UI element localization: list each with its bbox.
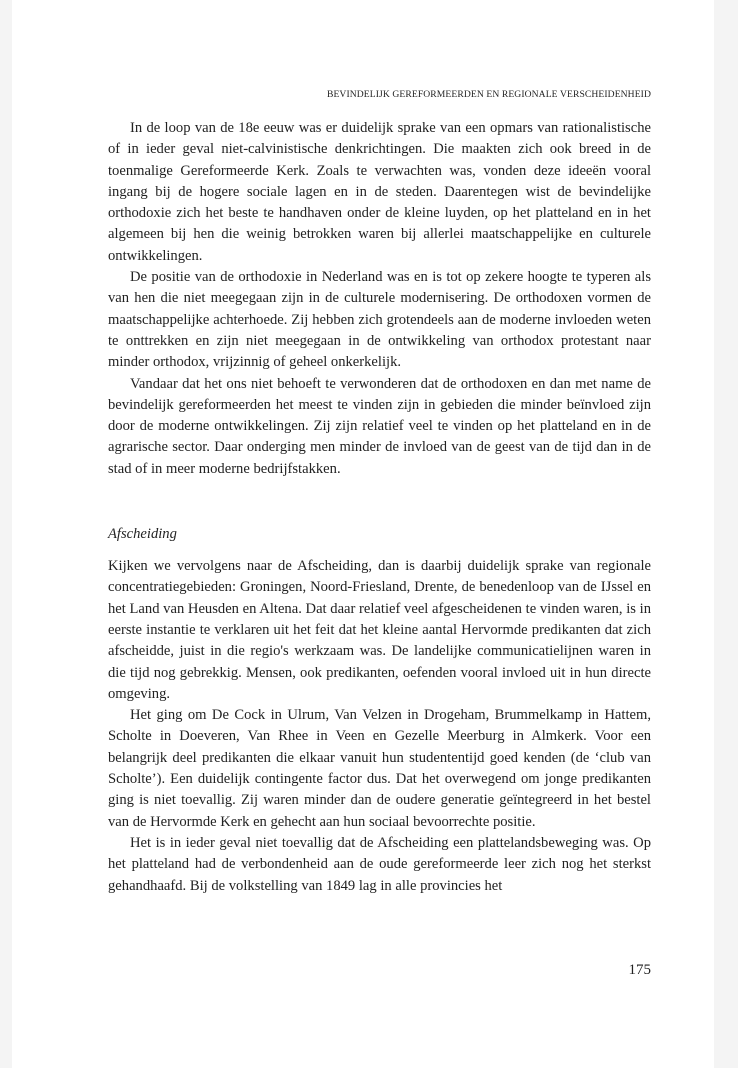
running-header: BEVINDELIJK GEREFORMEERDEN EN REGIONALE VERSCHEIDENHEID (326, 89, 651, 100)
section-paragraph-3: Het is in ieder geval niet toevallig dat de Afscheiding een plattelandsbeweging was. Op het platteland had de verbondenheid aan de oude gereformeerde leer zich nog het sterkst gehandhaafd. Bij de volkstelling van 1849 lag in alle provincies het (108, 834, 651, 894)
paragraph-2: De positie van de orthodoxie in Nederland was en is tot op zekere hoogte te typeren als van hen die niet meegegaan zijn in de culturele modernisering. De orthodoxen vormen de maatschappelijke achterhoede. Zij hebben zich grotendeels aan de moderne invloeden weten te onttrekken en zijn niet meegegaan in de ontwikkeling van orthodox protestant naar minder orthodox, vrijzinnig of geheel onkerkelijk. (108, 269, 651, 371)
page-number: 175 (628, 962, 651, 978)
section-paragraph-1: Kijken we vervolgens naar de Afscheiding, dan is daarbij duidelijk sprake van regionale concentratiegebieden: Groningen, Noord-Friesland, Drente, de benedenloop van de IJssel en het Land van Heusden en Altena. Dat daar relatief veel afgescheidenen te vinden waren, is in eerste instantie te verklaren uit het feit dat het kleine aantal Hervormde predikanten dat zich afscheidde, juist in die regio's werkzaam was. De landelijke communicatielijnen waren in die tijd nog gebrekkig. Mensen, ook predikanten, oefenden vooral invloed uit in hun directe omgeving. (108, 558, 651, 702)
section-gap (108, 480, 651, 502)
document-page (12, 0, 714, 1068)
paragraph-3: Vandaar dat het ons niet behoeft te verwonderen dat de orthodoxen en dan met name de bevindelijk gereformeerden het meest te vinden zijn in gebieden die minder beïnvloed zijn door de moderne ontwikkelingen. Zij zijn relatief veel te vinden op het platteland en in de agrarische sector. Daar onderging men minder de invloed van de geest van de tijd dan in de stad of in meer moderne bedrijfstakken. (108, 375, 651, 477)
paragraph-1: In de loop van de 18e eeuw was er duidelijk sprake van een opmars van rationalistische of in ieder geval niet-calvinistische denkrichtingen. Die maakten zich ook breed in de toenmalige Gereformeerde Kerk. Zoals te verwachten was, vonden deze ideeën vooral ingang bij de hogere sociale lagen en in de steden. Daarentegen wist de bevindelijke orthodoxie zich het beste te handhaven onder de kleine luyden, op het platteland en in het algemeen bij hen die weinig betrokken waren bij allerlei maatschappelijke en culturele ontwikkelingen. (108, 120, 651, 264)
body-text (108, 118, 651, 897)
section-paragraph-2: Het ging om De Cock in Ulrum, Van Velzen in Drogeham, Brummelkamp in Hattem, Scholte in Doeveren, Van Rhee in Veen en Gezelle Meerburg in Almkerk. Voor een belangrijk deel predikanten die elkaar vanuit hun studententijd goed kenden (de ‘club van Scholte’). Een duidelijk contingente factor dus. Dat het overwegend om jonge predikanten ging is niet toevallig. Zij waren minder dan de oudere generatie geïntegreerd in het bestel van de Hervormde Kerk en gehecht aan hun sociaal bevoorrechte positie. (108, 707, 651, 830)
section-heading: Afscheiding (108, 526, 177, 543)
